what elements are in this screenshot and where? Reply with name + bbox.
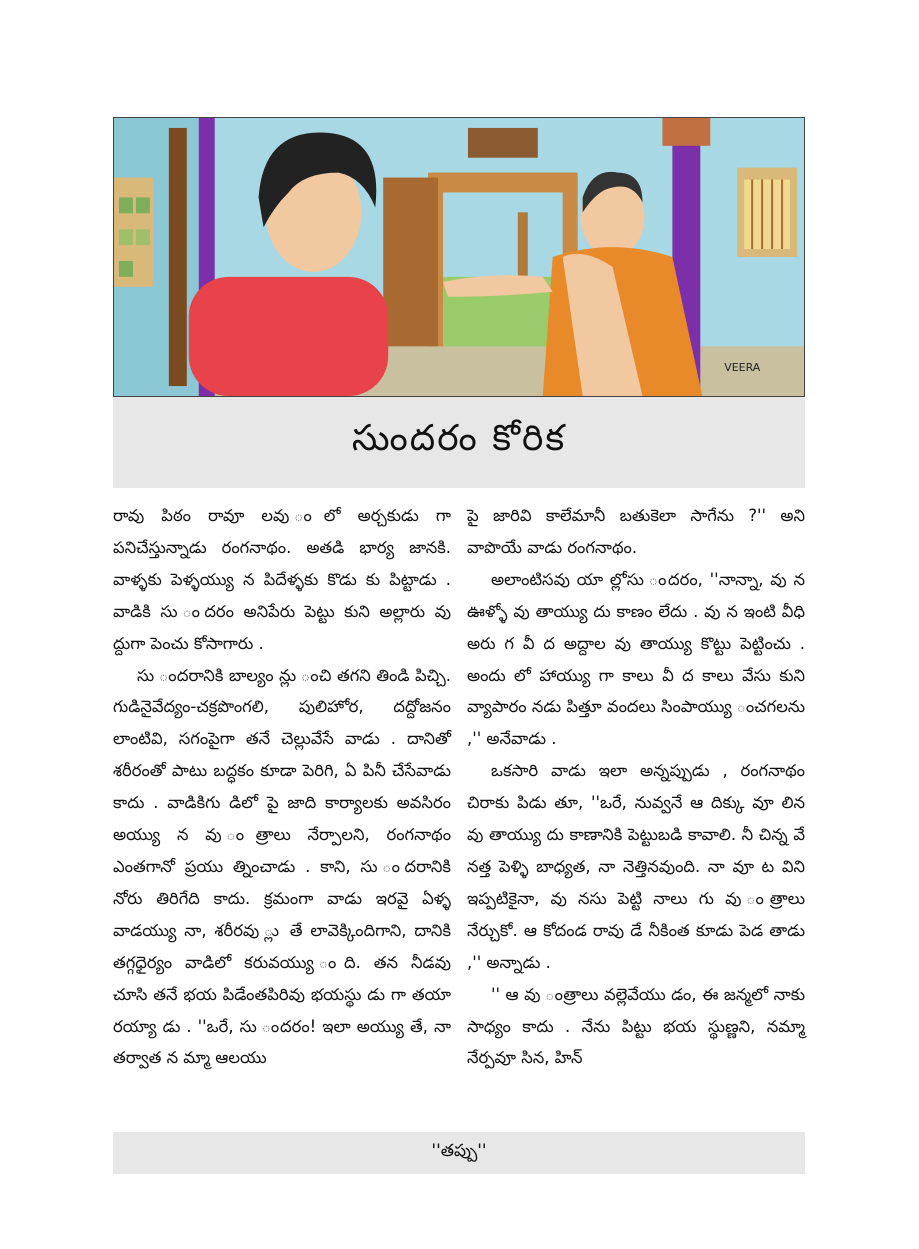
title-band bbox=[113, 397, 805, 488]
footer-caption: ''తప్పు'' bbox=[431, 1141, 487, 1161]
footer-band bbox=[113, 1132, 805, 1174]
illustration-drawing bbox=[114, 118, 804, 396]
paragraph: '' ఆ వు ంత్రాలు వల్లెవేయు డం, ఈ జన్మలో నాకు సాధ్యం కాదు . నేను పిట్టు భయ స్థుణ్ణని, నమ్మా నేర్పవూ సిన, హిన్ bbox=[467, 984, 805, 1068]
story-body bbox=[113, 500, 805, 1125]
paragraph: ఒకసారి వాడు ఇలా అన్నప్పుడు , రంగనాథం చిరాకు పిడు తూ, ''ఒరే, నువ్వనే ఆ దిక్కు వూ లిన వు తాయ్యు దు కాణానికి పెట్టుబడి కావాలి. నీ చిన్న వే నత్త పెళ్ళి బాధ్యత, నా నెత్తినవుంది. నా వూ ట విని ఇప్పటికైనా, వు నసు పెట్టి నాలు గు వు ంత్రాలు నేర్చుకో. ఆ కోదండ రావు డే నీకింత కూడు పెడ తాడు ,'' అన్నాడు . bbox=[467, 761, 805, 972]
right-column bbox=[467, 500, 805, 1125]
paragraph: పై జారివి కాలేమానీ బతుకెలా సాగేను ?'' అని వాపొయే వాడు రంగనాథం. bbox=[467, 506, 805, 557]
paragraph: రావు పిఠం రావూ లవు ంలో అర్చకుడు గా పనిచేస్తున్నాడు రంగనాథం. అతడి భార్య జానకి. వాళ్ళకు పెళ్ళయ్యు న పిదేళ్ళకు కొడు కు పిట్టాడు . వాడికి సు ందరం అనిపేరు పెట్టు కుని అల్లారు వు ద్దుగా పెంచు కోసాగారు . bbox=[113, 506, 451, 653]
paragraph: సు ందరానికి బాల్యం న్లు ంచి తగని తిండి పిచ్చి. గుడినైవేద్యం-చక్రపొంగలి, పులిహోర, దద్దోజనం లాంటివి, సగంపైగా తనే చెల్లువేసే వాడు . దానితో శరీరంతో పాటు బద్ధకం కూడా పెరిగి, ఏ పినీ చేసేవాడు కాదు . వాడికిగు డిలో పై జాది కార్యాలకు అవసిరం అయ్యు న వు ంత్రాలు నేర్పాలని, రంగనాథం ఎంతగానో ప్రయు త్నించాడు . కాని, సు ందరానికి నోరు తిరిగేది కాదు. క్రమంగా వాడు ఇరవై ఏళ్ళ వాడయ్యు నా, శరీరవు ్లు తే లావెక్కిందిగాని, దానికి తగ్గధైర్యం వాడిలో కరువయ్యు ంది. తన నీడవు చూసి తనే భయ పిడేంతపిరివు భయస్థు డు గా తయా రయ్యా డు . ''ఒరే, సు ందరం! ఇలా అయ్యు తే, నా తర్వాత న మ్మా ఆలయు bbox=[113, 665, 451, 1068]
paragraph: అలాంటిసవు యా ల్లోసు ందరం, ''నాన్నా, వు న ఊళ్ళో వు తాయ్యు దు కాణం లేదు . వు న ఇంటి వీధి అరు గ వీ ద అద్దాల వు తాయ్యు కొట్టు పెట్టించు . అందు లో హాయ్యు గా కాలు వీ ద కాలు వేసు కుని వ్యాపారం నడు పిత్తూ వందలు సింపాయ్యు ంచగలను ,'' అనేవాడు . bbox=[467, 569, 805, 749]
story-title: సుందరం కోరిక bbox=[351, 417, 567, 459]
left-column bbox=[113, 500, 451, 1125]
story-illustration bbox=[113, 117, 805, 397]
artist-signature: VEERA bbox=[724, 361, 761, 375]
